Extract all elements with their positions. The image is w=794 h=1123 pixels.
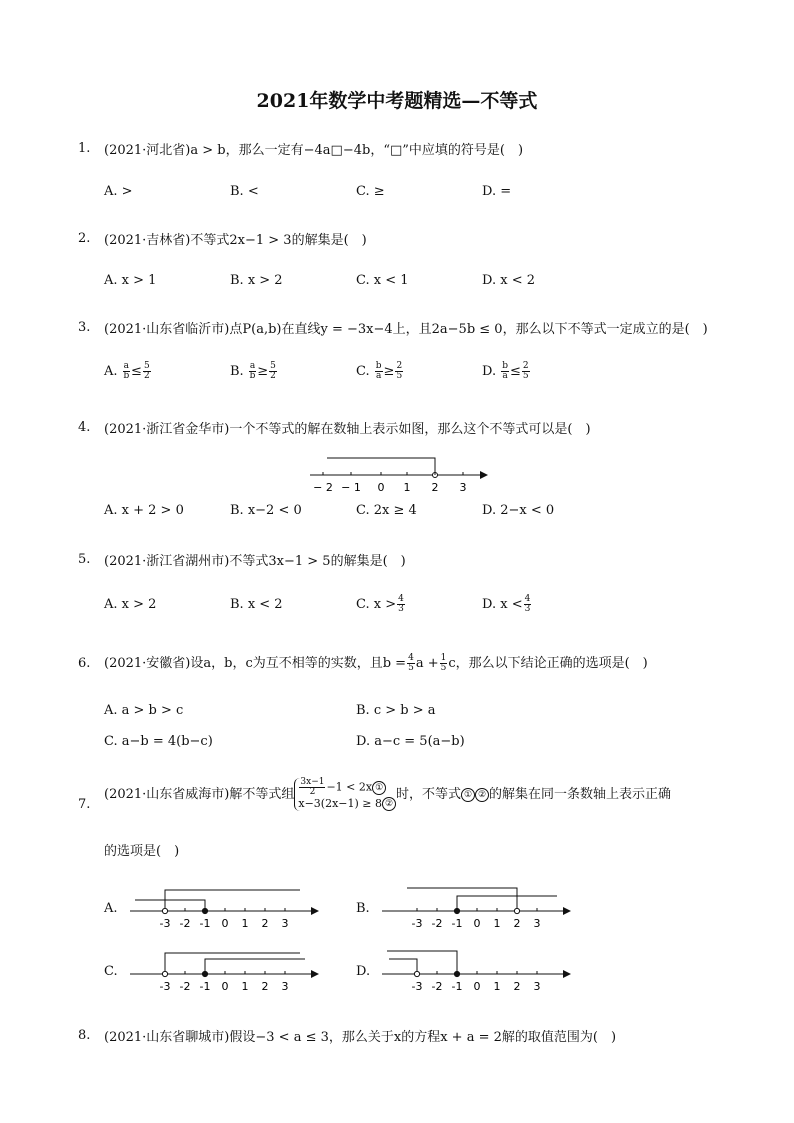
tick-label: -3	[411, 917, 423, 930]
option-b-number-line[interactable]	[377, 882, 577, 934]
tick-label: 2	[513, 917, 521, 930]
solution-ray	[135, 900, 205, 911]
tick-label: − 2	[313, 481, 333, 494]
option-text: C. x >	[356, 597, 397, 612]
tick-label: 2	[513, 980, 521, 993]
circled-two: ②	[475, 788, 489, 802]
question-2-text	[104, 229, 367, 248]
question-stem: 不等式3x−1 > 5的解集是( )	[229, 554, 406, 569]
option-a[interactable]: A. a > b > c	[104, 703, 184, 718]
open-endpoint	[514, 908, 519, 913]
arrow-head	[311, 970, 319, 978]
question-stem: 解不等式组	[229, 787, 295, 802]
tick-label: -3	[159, 980, 171, 993]
question-stem: 假设−3 < a ≤ 3，那么关于x的方程x + a = 2解的取值范围为( )	[229, 1030, 617, 1045]
fraction: $\frac{4}{3}$	[398, 594, 404, 614]
tick-label: 3	[533, 917, 541, 930]
tick-label: 1	[493, 980, 501, 993]
question-source: (2021·山东省威海市)	[104, 787, 230, 802]
question-7-text-line2: 的选项是( )	[104, 844, 180, 859]
circled-two: ②	[382, 797, 396, 811]
question-number: 3.	[78, 320, 91, 335]
arrow-head	[563, 907, 571, 915]
question-source: (2021·浙江省金华市)	[104, 422, 230, 437]
number-line-figure	[305, 450, 495, 496]
operator: ≤	[510, 364, 521, 379]
tick-label: -2	[179, 980, 191, 993]
fraction: $\frac{2}{5}$	[522, 361, 529, 381]
tick-label: 3	[281, 917, 289, 930]
page-title: 2021年数学中考题精选—不等式	[256, 90, 538, 112]
option-c[interactable]	[356, 595, 406, 614]
solution-ray	[407, 888, 517, 911]
option-b[interactable]: B. x > 2	[230, 273, 283, 288]
solution-ray	[387, 951, 457, 974]
option-c[interactable]	[356, 362, 404, 381]
tick-label: 3	[459, 481, 467, 494]
tick-label: -3	[159, 917, 171, 930]
fraction: $\frac{a}{b}$	[249, 361, 256, 381]
option-c-number-line[interactable]	[125, 945, 325, 997]
open-endpoint	[162, 908, 167, 913]
question-8-text	[104, 1026, 616, 1045]
fraction: $\frac{a}{b}$	[123, 361, 130, 381]
tick-label: 1	[403, 481, 411, 494]
solution-ray	[457, 896, 557, 911]
closed-endpoint	[454, 908, 459, 913]
solution-ray	[165, 953, 300, 974]
tick-label: 0	[473, 980, 481, 993]
tick-label: -2	[431, 917, 443, 930]
option-b[interactable]	[230, 362, 278, 381]
fraction: $\frac{5}{2}$	[270, 361, 276, 381]
question-4-text	[104, 418, 591, 437]
question-stem: 一个不等式的解在数轴上表示如图，那么这个不等式可以是( )	[229, 422, 591, 437]
option-a-number-line[interactable]	[125, 882, 325, 934]
option-a-label[interactable]: A.	[104, 901, 118, 916]
question-1-text	[104, 139, 523, 158]
arrow-head	[480, 471, 488, 479]
option-b[interactable]: B. <	[230, 184, 259, 199]
tick-label: 0	[221, 980, 229, 993]
question-source: (2021·吉林省)	[104, 233, 191, 248]
circled-one: ①	[461, 788, 475, 802]
tick-label: 3	[281, 980, 289, 993]
option-letter: D.	[482, 364, 497, 379]
question-stem-end: c，那么以下结论正确的选项是( )	[448, 656, 648, 671]
arrow-head	[311, 907, 319, 915]
open-endpoint	[162, 971, 167, 976]
tick-label: -2	[179, 917, 191, 930]
option-c-label[interactable]: C.	[104, 964, 118, 979]
question-stem-end: −4b，“□”中应填的符号是( )	[342, 143, 524, 158]
closed-endpoint	[202, 908, 207, 913]
option-b[interactable]: B. x−2 < 0	[230, 503, 302, 518]
question-source: (2021·山东省临沂市)	[104, 322, 230, 337]
tick-label: -2	[431, 980, 443, 993]
option-a[interactable]: A. >	[104, 184, 133, 199]
question-source: (2021·山东省聊城市)	[104, 1030, 230, 1045]
question-stem: 点P(a,b)在直线y = −3x−4上，且2a−5b ≤ 0，那么以下不等式一定成立的是( )	[229, 322, 708, 337]
question-stem-end: 的解集在同一条数轴上表示正确	[489, 787, 672, 802]
fraction: $\frac{4}{3}$	[524, 594, 531, 614]
question-7-text	[104, 778, 671, 811]
tick-label: 0	[473, 917, 481, 930]
tick-label: -1	[199, 980, 211, 993]
arrow-head	[563, 970, 571, 978]
option-d[interactable]	[482, 362, 531, 381]
tick-label: 2	[261, 917, 269, 930]
solution-ray	[205, 959, 305, 974]
open-endpoint	[414, 971, 419, 976]
fraction: $\frac{b}{a}$	[502, 361, 508, 381]
fraction: $\frac{b}{a}$	[375, 361, 382, 381]
option-c[interactable]: C. a−b = 4(b−c)	[104, 734, 213, 749]
option-text: D. x <	[482, 597, 523, 612]
inequality-system: $\frac{3x-1}{2}$ −1 < 2x ① x−3(2x−1) ≥ 8 ②	[294, 778, 396, 811]
circled-one: ①	[372, 781, 386, 795]
question-source: (2021·安徽省)	[104, 656, 191, 671]
option-b[interactable]: B. c > b > a	[356, 703, 436, 718]
option-b[interactable]: B. x < 2	[230, 597, 283, 612]
question-number: 1.	[78, 141, 91, 156]
question-stem: 不等式2x−1 > 3的解集是( )	[190, 233, 367, 248]
option-d[interactable]: D. a−c = 5(a−b)	[356, 734, 465, 749]
option-d[interactable]	[482, 595, 532, 614]
question-number: 6.	[78, 656, 91, 671]
question-source: (2021·浙江省湖州市)	[104, 554, 230, 569]
question-number: 4.	[78, 420, 91, 435]
operator: ≥	[257, 364, 269, 379]
option-d-label[interactable]: D.	[356, 964, 371, 979]
option-letter: C.	[356, 364, 370, 379]
solution-ray	[389, 959, 417, 974]
question-6-text	[104, 652, 648, 673]
option-c[interactable]: C. ≥	[356, 184, 385, 199]
solution-ray	[327, 458, 435, 474]
tick-label: 1	[241, 980, 249, 993]
option-letter: A.	[104, 364, 118, 379]
option-d[interactable]: D. x < 2	[482, 273, 535, 288]
tick-label: 2	[261, 980, 269, 993]
option-c[interactable]: C. x < 1	[356, 273, 409, 288]
option-d[interactable]: D. =	[482, 184, 512, 199]
tick-label: -1	[451, 980, 463, 993]
question-number: 5.	[78, 552, 91, 567]
option-c[interactable]: C. 2x ≥ 4	[356, 503, 417, 518]
tick-label: 0	[221, 917, 229, 930]
operator: ≤	[131, 364, 142, 379]
question-number: 2.	[78, 231, 91, 246]
tick-label: 1	[493, 917, 501, 930]
closed-endpoint	[202, 971, 207, 976]
question-stem: 设a，b，c为互不相等的实数，且b =	[190, 656, 407, 671]
option-a[interactable]: A. x > 2	[104, 597, 157, 612]
question-3-text	[104, 318, 708, 337]
fraction: $\frac{1}{5}$	[440, 653, 447, 673]
question-stem-mid: 时，不等式	[396, 787, 462, 802]
tick-label: − 1	[341, 481, 361, 494]
tick-label: -1	[199, 917, 211, 930]
option-b-label[interactable]: B.	[356, 901, 370, 916]
question-5-text	[104, 550, 406, 569]
tick-label: 3	[533, 980, 541, 993]
tick-label: -1	[451, 917, 463, 930]
operator: ≥	[383, 364, 395, 379]
fraction: $\frac{2}{5}$	[396, 361, 403, 381]
tick-label: 0	[377, 481, 385, 494]
question-source: (2021·河北省)	[104, 143, 191, 158]
closed-endpoint	[454, 971, 459, 976]
question-number: 7.	[78, 797, 91, 812]
option-a[interactable]: A. x > 1	[104, 273, 157, 288]
tick-label: 2	[431, 481, 439, 494]
option-d[interactable]: D. 2−x < 0	[482, 503, 555, 518]
fraction: $\frac{5}{2}$	[143, 361, 150, 381]
fraction: $\frac{4}{5}$	[408, 653, 414, 673]
question-stem: a > b，那么一定有−4a	[190, 143, 331, 158]
option-d-number-line[interactable]	[377, 945, 577, 997]
tick-label: -3	[411, 980, 423, 993]
option-a[interactable]: A. x + 2 > 0	[104, 503, 184, 518]
option-letter: B.	[230, 364, 244, 379]
question-number: 8.	[78, 1028, 91, 1043]
tick-label: 1	[241, 917, 249, 930]
option-a[interactable]	[104, 362, 152, 381]
blank-box: □	[330, 143, 343, 158]
question-stem-mid: a +	[415, 656, 439, 671]
